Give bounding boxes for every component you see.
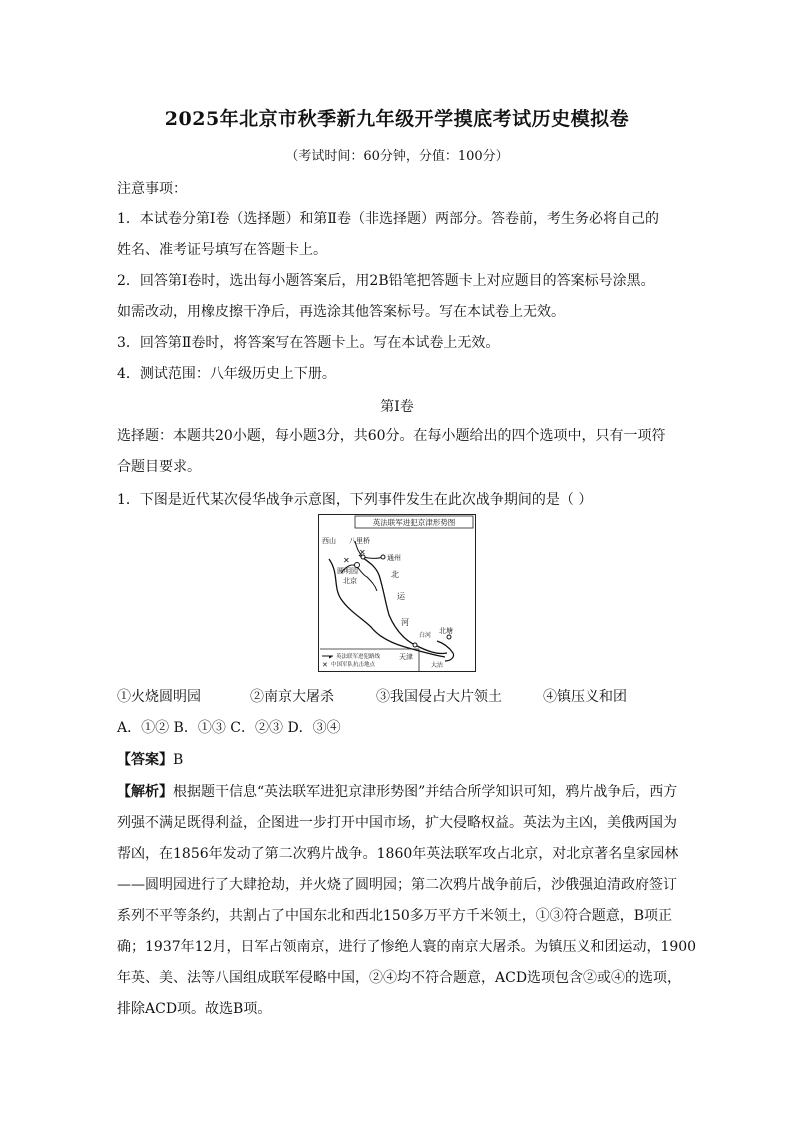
place-label: 通州 xyxy=(387,554,401,562)
place-label: 天津 xyxy=(399,653,413,661)
place-label: 运 xyxy=(397,592,405,601)
answer-label: 【答案】 xyxy=(117,752,173,768)
legend-arrow-icon: ▸ xyxy=(329,653,333,661)
tongzhou-marker xyxy=(381,555,385,559)
invasion-route-line xyxy=(359,555,447,654)
notes-line: 3．回答第Ⅱ卷时，将答案写在答题卡上。写在本试卷上无效。 xyxy=(117,335,500,351)
battle-cross-icon: ✕ xyxy=(343,556,350,565)
option-item: ②南京大屠杀 xyxy=(250,689,334,705)
option-item: ①火烧圆明园 xyxy=(117,689,201,705)
option-item: ③我国侵占大片领土 xyxy=(376,689,502,705)
analysis-line xyxy=(117,781,677,801)
map-title: 英法联军进犯京津形势图 xyxy=(372,518,456,527)
place-label: 北塘 xyxy=(439,627,453,635)
notes-line: 4．测试范围：八年级历史上下册。 xyxy=(117,366,336,382)
beitang-marker xyxy=(447,635,451,639)
route-segment xyxy=(363,557,383,559)
battle-cross-icon: ✕ xyxy=(359,548,366,557)
place-label: 圆明园 xyxy=(337,567,358,575)
page-title: 2025年北京市秋季新九年级开学摸底考试历史模拟卷 xyxy=(164,108,630,130)
legend-item: 英法联军进犯路线 xyxy=(336,654,381,660)
coast-route xyxy=(437,641,454,661)
section-intro: 合题目要求。 xyxy=(117,459,201,475)
legend-cross-icon: ✕ xyxy=(322,661,328,669)
place-label: 西山 xyxy=(322,537,336,545)
notes-line: 姓名、准考证号填写在答题卡上。 xyxy=(117,242,327,258)
place-label: 北京 xyxy=(343,577,357,585)
place-label: 河 xyxy=(401,618,409,627)
section-heading: 第Ⅰ卷 xyxy=(380,399,414,415)
analysis-line: 年英、美、法等八国组成联军侵略中国，②④均不符合题意，ACD选项包含②或④的选项， xyxy=(117,970,682,986)
question-stem: 1．下图是近代某次侵华战争示意图，下列事件发生在此次战争期间的是（ ） xyxy=(117,492,593,508)
notes-line: 2．回答第Ⅰ卷时，选出每小题答案后，用2B铅笔把答题卡上对应题目的答案标号涂黑。 xyxy=(117,273,655,289)
analysis-line: 帮凶，在1856年发动了第二次鸦片战争。1860年英法联军攻占北京，对北京著名皇家园林 xyxy=(117,846,679,862)
tianjin-marker xyxy=(413,643,417,647)
choices-line: A．①② B．①③ C．②③ D．③④ xyxy=(117,720,341,736)
notes-line: 如需改动，用橡皮擦干净后，再选涂其他答案标号。写在本试卷上无效。 xyxy=(117,304,565,320)
analysis-line: ——圆明园进行了大肆抢劫，并火烧了圆明园；第二次鸦片战争前后，沙俄强迫清政府签订 xyxy=(117,877,677,893)
notes-heading: 注意事项： xyxy=(117,181,187,197)
analysis-text: 根据题干信息“英法联军进犯京津形势图”并结合所学知识可知，鸦片战争后，西方 xyxy=(173,784,678,800)
notes-line: 1．本试卷分第Ⅰ卷（选择题）和第Ⅱ卷（非选择题）两部分。答卷前，考生务必将自己的 xyxy=(117,211,659,227)
place-label: 八里桥 xyxy=(349,537,370,545)
analysis-line: 排除ACD项。故选B项。 xyxy=(117,1001,272,1017)
place-label: 大沽 xyxy=(431,662,444,669)
analysis-line: 列强不满足既得利益，企图进一步打开中国市场，扩大侵略权益。英法为主凶，美俄两国为 xyxy=(117,815,677,831)
war-map-figure xyxy=(318,514,476,672)
analysis-line: 系列不平等条约，共割占了中国东北和西北150多万平方千米领土，①③符合题意，B项正 xyxy=(117,908,673,924)
option-item: ④镇压义和团 xyxy=(543,689,627,705)
answer-value: B xyxy=(173,752,184,768)
place-label: 北 xyxy=(391,570,399,579)
exam-time-note: （考试时间：60分钟，分值：100分） xyxy=(285,149,509,164)
place-label: 白河 xyxy=(419,632,432,639)
analysis-line: 确；1937年12月，日军占领南京，进行了惨绝人寰的南京大屠杀。为镇压义和团运动，1900 xyxy=(117,939,697,955)
analysis-label: 【解析】 xyxy=(117,784,173,800)
legend-item: 中国军队抗击地点 xyxy=(331,662,376,668)
answer-line xyxy=(117,749,183,769)
section-intro: 选择题：本题共20小题，每小题3分，共60分。在每小题给出的四个选项中，只有一项符 xyxy=(117,428,666,444)
